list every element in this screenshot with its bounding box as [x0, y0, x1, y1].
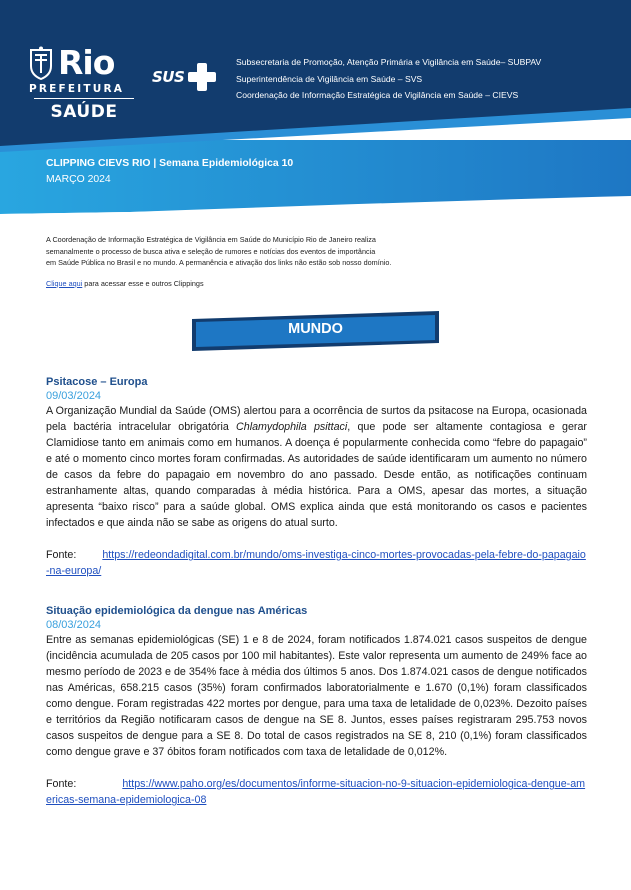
article-body-text: Entre as semanas epidemiológicas (SE) 1 e 8 de 2024, foram notificados 1.874.021 casos suspeitos de dengue (incidência acumulada de 205 casos por 100 mil habitantes). Este valor representa um aumento de 249% face ao mesmo período de 2023 e de 354% face à média dos últimos 5 anos. Dos 1.874.021 casos de dengue notificados nas Américas, 658.215 casos (35%) foram confirmados laboratorialmente e 1.670 (0,1%) foram classificados como dengue. Foram registradas 422 mortes por dengue, para uma taxa de letalidade de 0,023%. Dezoito países e territórios da Região notificaram casos de dengue na SE 8. Juntos, esses países registraram 295.753 novos casos suspeitos de dengue para a SE 8. Do total de casos registrados na SE 8, 210 (0,1%) foram classificados como dengue grave e 37 óbitos foram notificados com taxa de letalidade de 0,012%. — [46, 634, 587, 758]
logo-saude-text: SAÚDE — [50, 102, 118, 122]
logo-prefeitura-text: PREFEITURA — [29, 83, 125, 95]
intro-line: A Coordenação de Informação Estratégica de Vigilância em Saúde do Município Rio de Janeiro realiza — [46, 235, 376, 244]
article-psitacose — [46, 376, 587, 579]
source-label: Fonte: — [46, 778, 77, 790]
prefeitura-rio-saude-logo — [28, 40, 140, 122]
header-line-svs: Superintendência de Vigilância em Saúde – SVS — [236, 73, 423, 84]
article-title: Situação epidemiológica da dengue nas Américas — [46, 605, 308, 617]
logo-rio-text: Rio — [58, 43, 115, 82]
sus-cross-icon — [187, 62, 217, 92]
article-date: 08/03/2024 — [46, 619, 102, 631]
document-header — [0, 0, 631, 228]
clipping-title: CLIPPING CIEVS RIO | Semana Epidemiológica 10 — [46, 158, 294, 169]
sus-logo-text: SUS — [152, 68, 185, 86]
article-source — [46, 776, 587, 808]
source-link[interactable]: https://www.paho.org/es/documentos/informe-situacion-no-9-situacion-epidemiologica-dengue-americas-semana-epidemiologica-08 — [46, 778, 586, 806]
clippings-link-line — [46, 279, 204, 288]
article-source — [46, 547, 587, 579]
source-label: Fonte: — [46, 549, 77, 561]
clipping-date: MARÇO 2024 — [46, 174, 111, 185]
clippings-link-suffix: para acessar esse e outros Clippings — [82, 279, 204, 288]
rio-coat-of-arms-icon — [28, 46, 54, 80]
logo-divider — [34, 98, 134, 99]
intro-paragraph — [46, 234, 466, 269]
section-title-mundo: MUNDO — [288, 321, 343, 337]
intro-line: semanalmente o processo de busca ativa e seleção de rumores e notícias dos eventos de importância — [46, 246, 376, 256]
header-line-cievs: Coordenação de Informação Estratégica de Vigilância em Saúde – CIEVS — [236, 90, 519, 100]
article-date: 09/03/2024 — [46, 390, 102, 402]
header-line-subpav: Subsecretaria de Promoção, Atenção Primária e Vigilância em Saúde– SUBPAV — [236, 57, 542, 67]
clique-aqui-link[interactable]: Clique aqui — [46, 279, 83, 288]
intro-line: em Saúde Pública no Brasil e no mundo. A permanência e ativação dos links não estão sob nosso domínio. — [46, 258, 392, 267]
sus-logo — [152, 62, 217, 92]
article-title: Psitacose – Europa — [46, 376, 148, 388]
article-body — [46, 632, 587, 760]
article-body-text: A Organização Mundial da Saúde (OMS) alertou para a ocorrência de surtos da psitacose na Europa, ocasionada pela bactéria intracelular obrigatória — [46, 405, 587, 433]
article-body-italic: Chlamydophila psittaci — [236, 421, 348, 433]
source-link[interactable]: https://redeondadigital.com.br/mundo/oms-investiga-cinco-mortes-provocadas-pela-febre-do-papagaio-na-europa/ — [46, 549, 586, 577]
article-body — [46, 403, 587, 531]
article-body-text: , que pode ser altamente contagiosa e gerar Clamidiose tanto em animais como em humanos. A doença é popularmente conhecida como “febre do papagaio” e até o momento cinco mortes foram confirmadas. As autoridades de saúde identificaram um aumento no número de casos da febre do papagaio em novembro do ano passado. Desde então, as notificações continuam estranhamente altas, quando comparadas à média histórica. Para a OMS, apesar das mortes, a situação apresenta “baixo risco” para a saúde global. OMS explica ainda que está monitorando os casos e pacientes infectados e que ainda não se sabe as origens do atual surto. — [46, 421, 587, 529]
header-institution-lines — [236, 54, 541, 104]
article-dengue-americas — [46, 605, 587, 808]
